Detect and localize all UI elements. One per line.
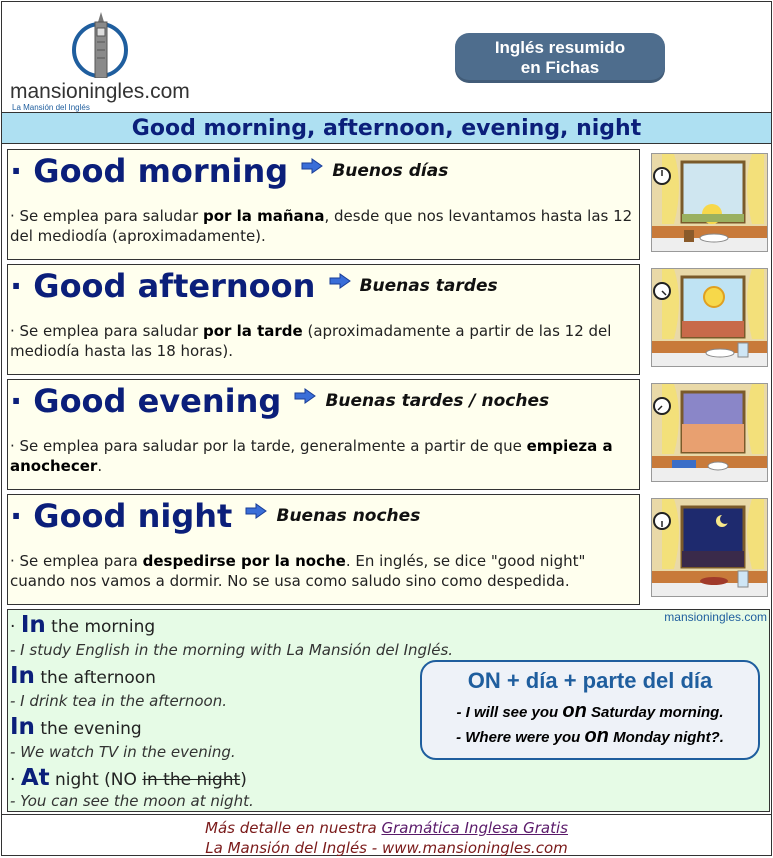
usage-example-afternoon: - I drink tea in the afternoon. bbox=[10, 692, 227, 710]
series-badge-button[interactable] bbox=[455, 33, 665, 83]
on-rule-example-2: - Where were you on Monday night?. bbox=[456, 725, 724, 747]
arrow-right-icon bbox=[294, 388, 316, 408]
footer-line1: Más detalle en nuestra Gramática Inglesa Gratis bbox=[205, 819, 568, 837]
arrow-right-icon bbox=[329, 273, 351, 293]
footer bbox=[2, 814, 771, 856]
arrow-right-icon bbox=[301, 158, 323, 178]
greeting-translation: Buenas noches bbox=[276, 506, 421, 526]
logo-site-name: mansioningles.com bbox=[10, 80, 190, 103]
greeting-translation: Buenos días bbox=[332, 161, 449, 181]
greeting-description: · Se emplea para despedirse por la noche. En inglés, se dice "good night" cuando nos vamos a dormir. No se usa como saludo sino como despedida. bbox=[10, 552, 586, 590]
greeting-description: · Se emplea para saludar por la tarde (aproximadamente a partir de las 12 del mediodía hasta las 18 horas). bbox=[10, 322, 612, 360]
site-logo[interactable] bbox=[10, 10, 210, 110]
watermark: mansioningles.com bbox=[664, 610, 767, 624]
usage-line-morning: · In the morning bbox=[10, 612, 156, 638]
morning-scene-image bbox=[651, 153, 768, 252]
greeting-phrase: · Good morning bbox=[10, 152, 289, 190]
greeting-phrase: · Good evening bbox=[10, 382, 282, 420]
usage-line-afternoon: In the afternoon bbox=[10, 663, 156, 689]
logo-tagline: La Mansión del Inglés bbox=[12, 103, 90, 112]
usage-example-evening: - We watch TV in the evening. bbox=[10, 743, 236, 761]
header bbox=[2, 2, 771, 110]
usage-line-evening: In the evening bbox=[10, 714, 142, 740]
greeting-card-afternoon bbox=[7, 264, 640, 375]
grammar-link[interactable]: Gramática Inglesa Gratis bbox=[381, 819, 568, 837]
usage-line-night: · At night (NO in the night) bbox=[10, 765, 247, 791]
footer-line2: La Mansión del Inglés - www.mansioningles.com bbox=[205, 839, 568, 857]
usage-section bbox=[7, 609, 770, 812]
greeting-card-night bbox=[7, 494, 640, 605]
arrow-right-icon bbox=[245, 503, 267, 523]
usage-example-morning: - I study English in the morning with La Mansión del Inglés. bbox=[10, 641, 454, 659]
badge-line2: en Fichas bbox=[520, 58, 600, 77]
afternoon-scene-image bbox=[651, 268, 768, 367]
page-title: Good morning, afternoon, evening, night bbox=[2, 112, 771, 144]
evening-scene-image bbox=[651, 383, 768, 482]
greeting-description: · Se emplea para saludar por la mañana, desde que nos levantamos hasta las 12 del mediodía (aproximadamente). bbox=[10, 207, 633, 245]
on-rule-box bbox=[420, 660, 760, 760]
greeting-description: · Se emplea para saludar por la tarde, generalmente a partir de que empieza a anochecer. bbox=[10, 437, 613, 475]
night-scene-image bbox=[651, 498, 768, 597]
greeting-translation: Buenas tardes bbox=[359, 276, 498, 296]
greeting-phrase: · Good afternoon bbox=[10, 267, 316, 305]
greeting-card-evening bbox=[7, 379, 640, 490]
greeting-card-morning bbox=[7, 149, 640, 260]
tower-icon bbox=[88, 12, 114, 78]
greeting-phrase: · Good night bbox=[10, 497, 233, 535]
greeting-translation: Buenas tardes / noches bbox=[325, 391, 550, 411]
on-rule-title: ON + día + parte del día bbox=[467, 668, 713, 693]
on-rule-example-1: - I will see you on Saturday morning. bbox=[456, 700, 724, 722]
page-frame bbox=[1, 1, 772, 856]
usage-example-night: - You can see the moon at night. bbox=[10, 792, 254, 810]
badge-line1: Inglés resumido bbox=[494, 38, 626, 57]
